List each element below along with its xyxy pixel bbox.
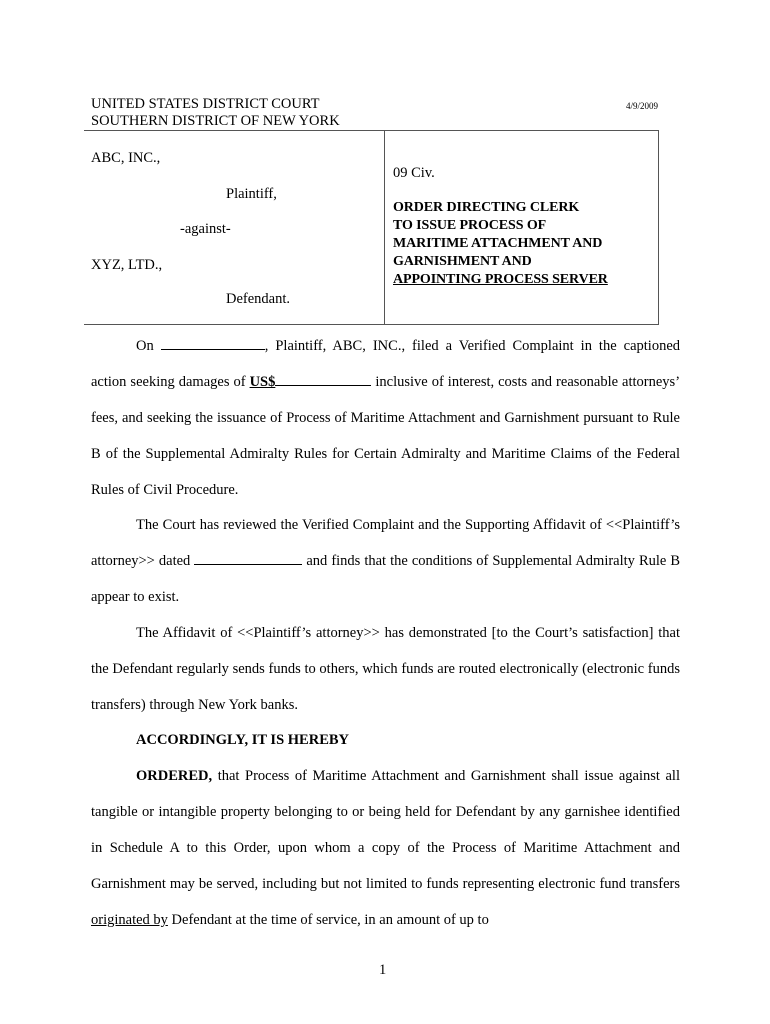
currency-label: US$ — [249, 373, 276, 390]
order-title-line: MARITIME ATTACHMENT AND — [393, 236, 603, 251]
case-caption-box — [84, 130, 659, 325]
order-title-line: ORDER DIRECTING CLERK — [393, 200, 580, 215]
order-title-line: GARNISHMENT AND — [393, 254, 532, 269]
defendant-name: XYZ, LTD., — [91, 257, 163, 273]
paragraph-affidavit — [91, 616, 680, 724]
ordered-text-end: Defendant at the time of service, in an amount of up to — [171, 911, 489, 928]
review-text: The Court has reviewed the Verified Complaint and the Supporting Affidavit of <<Plaintiff’s attorney>> dated — [91, 517, 680, 569]
damages-amount-blank — [275, 371, 371, 386]
paragraph-review — [91, 508, 680, 616]
paragraph-complaint — [91, 329, 680, 509]
review-text-end: and finds that the conditions of Supplemental Admiralty Rule B appear to exist. — [91, 552, 681, 605]
ordered-keyword: ORDERED, — [136, 768, 213, 784]
versus-label: -against- — [180, 221, 231, 237]
on-word: On — [136, 338, 154, 354]
accordingly-text: ACCORDINGLY, IT IS HEREBY — [136, 732, 350, 748]
document-date: 4/9/2009 — [626, 101, 659, 111]
order-title-line: TO ISSUE PROCESS OF — [393, 218, 547, 233]
case-number: 09 Civ. — [393, 165, 435, 181]
page-number: 1 — [379, 962, 387, 978]
accordingly-heading — [91, 723, 680, 759]
court-name: UNITED STATES DISTRICT COURT — [91, 96, 320, 112]
complaint-text: , Plaintiff, ABC, INC., filed a Verified Complaint in the captioned action seeking damages of — [91, 338, 681, 390]
paragraph-ordered — [91, 759, 680, 939]
filing-date-blank — [161, 335, 265, 350]
court-district: SOUTHERN DISTRICT OF NEW YORK — [91, 113, 340, 129]
originated-by-text: originated by — [91, 911, 168, 928]
plaintiff-name: ABC, INC., — [91, 150, 161, 166]
ordered-text: that Process of Maritime Attachment and Garnishment shall issue against all tangible or intangible property belonging to or being held for Defendant by any garnishee identified in Schedule A to this Order, upon whom a copy of the Process of Maritime Attachment and Garnishment may be served, including but not limited to funds representing electronic fund transfers — [91, 768, 680, 892]
order-title-line: APPOINTING PROCESS SERVER — [393, 272, 608, 287]
complaint-text-rest: inclusive of interest, costs and reasonable attorneys’ fees, and seeking the issuance of Process of Maritime Attachment and Garnishment pursuant to Rule B of the Supplemental Admiralty Rules for Certain Admiralty and Maritime Claims of the Federal Rules of Civil Procedure. — [91, 373, 681, 498]
affidavit-date-blank — [194, 550, 302, 565]
affidavit-text: The Affidavit of <<Plaintiff’s attorney>> has demonstrated [to the Court’s satisfaction] that the Defendant regularly sends funds to others, which funds are routed electronically (electronic funds transfers) through New York banks. — [91, 625, 680, 713]
defendant-label: Defendant. — [226, 291, 291, 307]
plaintiff-label: Plaintiff, — [226, 186, 277, 202]
